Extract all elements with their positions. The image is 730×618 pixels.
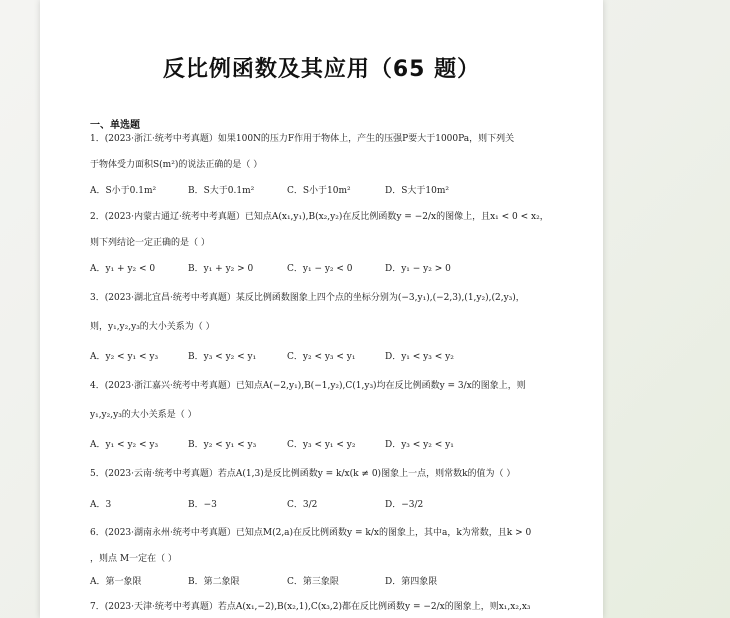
question-2-option-c: C．y₁ − y₂ < 0 bbox=[287, 264, 353, 274]
question-6-option-a: A．第一象限 bbox=[90, 577, 142, 587]
question-2-option-d: D．y₁ − y₂ > 0 bbox=[385, 264, 451, 274]
question-6-option-c: C．第三象限 bbox=[287, 577, 339, 587]
question-3-option-b: B．y₃ < y₂ < y₁ bbox=[188, 352, 257, 362]
question-3-option-d: D．y₁ < y₃ < y₂ bbox=[385, 352, 454, 362]
question-2-option-b: B．y₁ + y₂ > 0 bbox=[188, 264, 254, 274]
question-1-line-2: 于物体受力面积S(m²)的说法正确的是（ ） bbox=[90, 160, 263, 170]
question-5-line-1: 5．(2023·云南·统考中考真题）若点A(1,3)是反比例函数y = k/x(k ≠ 0)图象上一点，则常数k的值为（ ） bbox=[90, 469, 516, 479]
question-1-line-1: 1．(2023·浙江·统考中考真题）如果100N的压力F作用于物体上，产生的压强P要大于1000Pa，则下列关 bbox=[90, 134, 515, 144]
document-page bbox=[40, 0, 603, 618]
question-4-options bbox=[90, 439, 550, 451]
section-heading: 一、单选题 bbox=[90, 120, 140, 131]
question-6-option-d: D．第四象限 bbox=[385, 577, 438, 587]
question-3-line-2: 则，y₁,y₂,y₃的大小关系为（ ） bbox=[90, 322, 215, 332]
question-3-option-c: C．y₂ < y₃ < y₁ bbox=[287, 352, 356, 362]
question-4-option-c: C．y₃ < y₁ < y₂ bbox=[287, 440, 356, 450]
question-3-line-1: 3．(2023·湖北宜昌·统考中考真题）某反比例函数图象上四个点的坐标分别为(−3,y₁),(−2,3),(1,y₂),(2,y₃)， bbox=[90, 293, 525, 303]
question-6-line-2: ，则点 M一定在（ ） bbox=[90, 554, 177, 564]
question-1-options bbox=[90, 185, 550, 197]
question-6-line-1: 6．(2023·湖南永州·统考中考真题）已知点M(2,a)在反比例函数y = k/x的图象上，其中a，k为常数，且k > 0 bbox=[90, 528, 532, 538]
question-2-line-2: 则下列结论一定正确的是（ ） bbox=[90, 238, 210, 248]
question-4-option-d: D．y₃ < y₂ < y₁ bbox=[385, 440, 454, 450]
question-4-option-a: A．y₁ < y₂ < y₃ bbox=[90, 440, 159, 450]
question-1-option-a: A．S小于0.1m² bbox=[90, 186, 157, 196]
question-1-option-b: B．S大于0.1m² bbox=[188, 186, 255, 196]
question-2-line-1: 2．(2023·内蒙古通辽·统考中考真题）已知点A(x₁,y₁),B(x₂,y₂)在反比例函数y = −2/x的图像上，且x₁ < 0 < x₂， bbox=[90, 212, 549, 222]
question-5-options bbox=[90, 499, 550, 511]
question-5-option-b: B．−3 bbox=[188, 500, 217, 510]
question-4-line-2: y₁,y₂,y₃的大小关系是（ ） bbox=[90, 410, 197, 420]
question-6-options bbox=[90, 576, 550, 588]
question-2-option-a: A．y₁ + y₂ < 0 bbox=[90, 264, 156, 274]
question-4-line-1: 4．(2023·浙江嘉兴·统考中考真题）已知点A(−2,y₁),B(−1,y₂),C(1,y₃)均在反比例函数y = 3/x的图象上，则 bbox=[90, 381, 526, 391]
question-5-option-c: C．3/2 bbox=[287, 500, 318, 510]
question-1-option-d: D．S大于10m² bbox=[385, 186, 449, 196]
question-3-option-a: A．y₂ < y₁ < y₃ bbox=[90, 352, 159, 362]
page-title: 反比例函数及其应用（65 题） bbox=[162, 57, 481, 82]
question-6-option-b: B．第二象限 bbox=[188, 577, 240, 587]
question-1-option-c: C．S小于10m² bbox=[287, 186, 351, 196]
question-7-line-1: 7．(2023·天津·统考中考真题）若点A(x₁,−2),B(x₂,1),C(x₃,2)都在反比例函数y = −2/x的图象上，则x₁,x₂,x₃ bbox=[90, 602, 531, 612]
question-5-option-a: A．3 bbox=[90, 500, 112, 510]
question-4-option-b: B．y₂ < y₁ < y₃ bbox=[188, 440, 257, 450]
question-3-options bbox=[90, 351, 550, 363]
question-5-option-d: D．−3/2 bbox=[385, 500, 424, 510]
question-2-options bbox=[90, 263, 550, 275]
